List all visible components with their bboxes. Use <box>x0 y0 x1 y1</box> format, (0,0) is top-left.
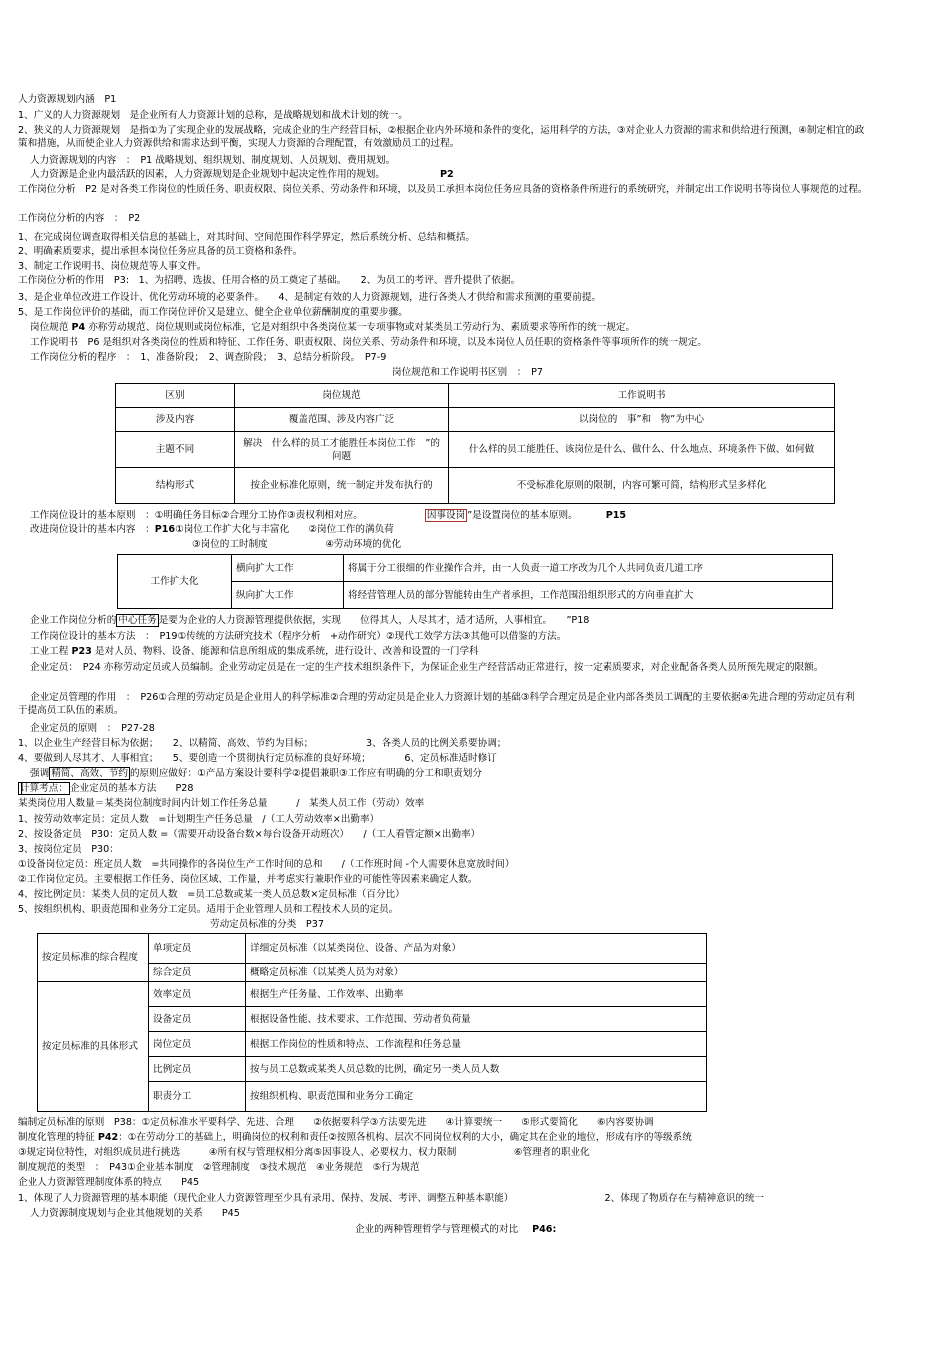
text-line: 某类岗位用人数量＝某类岗位制度时间内计划工作任务总量 / 某类人员工作（劳动）效率 <box>18 798 425 809</box>
text-line: 企业定员的原则 ： P27-28 <box>30 723 155 734</box>
table-cell: 工作说明书 <box>449 384 835 408</box>
text-line: ②工作岗位定员。主要根据工作任务、岗位区域、工作量，并考虑实行兼职作业的可能性等因素来确定人数。 <box>18 874 478 885</box>
table-cell: 按企业标准化原则，统一制定并发布执行的 <box>235 468 449 504</box>
text-line: 5、是工作岗位评价的基础，而工作岗位评价又是建立、健全企业单位薪酬制度的重要步骤。 <box>18 307 408 318</box>
table-cell: 设备定员 <box>149 1007 246 1032</box>
table-cell: 覆盖范围、涉及内容广泛 <box>235 408 449 432</box>
text-line: 工业工程 P23 是对人员、物料、设备、能源和信息所组成的集成系统，进行设计、改善和设置的一门学科 <box>30 646 479 657</box>
text-line: 1、以企业生产经营目标为依据； 2、以精简、高效、节约为目标； 3、各类人员的比例关系要协调； <box>18 738 507 749</box>
table-cell: 横向扩大工作 <box>232 555 344 582</box>
table-cell: 区别 <box>116 384 235 408</box>
table-cell: 按与员工总数或某类人员总数的比例，确定另一类人员人数 <box>246 1057 707 1082</box>
table-cell: 涉及内容 <box>116 408 235 432</box>
text-line: 1、广义的人力资源规划 是企业所有人力资源计划的总称，是战略规划和战术计划的统一。 <box>18 110 408 121</box>
text-line: 工作岗位分析的作用 P3: 1、为招聘、选拔、任用合格的员工奠定了基础。 2、为员工的考评、晋升提供了依据。 <box>18 275 521 286</box>
text-line: 4、要做到人尽其才、人事相宜； 5、要创造一个贯彻执行定员标准的良好环境； 6、定员标准适时修订 <box>18 753 497 764</box>
table-cell: 结构形式 <box>116 468 235 504</box>
text-line: 3、是企业单位改进工作设计、优化劳动环境的必要条件。 4、是制定有效的人力资源规划，进行各类人才供给和需求预测的重要前提。 <box>18 292 602 303</box>
text-line: 工作岗位分析的程序 ： 1、准备阶段； 2、调查阶段； 3、总结分析阶段。 P7-9 <box>30 352 387 363</box>
text-line: 制度化管理的特征 P42：①在劳动分工的基础上，明确岗位的权利和责任②按照各机构、层次不同岗位权利的大小，确定其在企业的地位，形成有序的等级系统 <box>18 1132 692 1143</box>
table-cell: 按定员标准的具体形式 <box>38 982 149 1112</box>
text-line: 改进岗位设计的基本内容 ：P16①岗位工作扩大化与丰富化 ②岗位工作的满负荷 <box>30 524 394 535</box>
table-cell: 综合定员 <box>149 964 246 982</box>
text-line: ③规定岗位特性，对组织成员进行挑选 ④所有权与管理权相分离⑤因事设人、必要权力、权力限制 ⑥管理者的职业化 <box>18 1147 590 1158</box>
comparison-table <box>115 383 835 504</box>
text-line: 5、按组织机构、职责范围和业务分工定员。适用于企业管理人员和工程技术人员的定员。 <box>18 904 399 915</box>
table-cell: 岗位规范 <box>235 384 449 408</box>
table-caption: 劳动定员标准的分类 P37 <box>210 919 324 930</box>
table-cell: 按定员标准的综合程度 <box>38 934 149 982</box>
text-line: 1、体现了人力资源管理的基本职能（现代企业人力资源管理至少具有录用、保持、发展、考评、调整五种基本职能） 2、体现了物质存在与精神意识的统一 <box>18 1193 765 1204</box>
staffing-standard-table <box>37 933 707 1112</box>
table-cell: 单项定员 <box>149 934 246 964</box>
text-line: 强调 精简、高效、节约 的原则应做好：①产品方案设计要科学②提倡兼职③工作应有明确的分工和职责划分 <box>30 768 482 779</box>
text-line: 工作岗位设计的基本原则 ：①明确任务目标②合理分工协作③责权利相对应。 因事设岗 ”是设置岗位的基本原则。 P15 <box>30 510 627 521</box>
text-line: 企业人力资源管理制度体系的特点 P45 <box>18 1177 200 1188</box>
text-paragraph: 企业定员： P24 亦称劳动定员或人员编制。企业劳动定员是在一定的生产技术组织条件下，为保证企业生产经营活动正常进行，按一定素质要求，对企业配备各类人员所预先规定的限额。 <box>30 662 824 673</box>
highlight-box: 因事设岗 <box>426 510 466 521</box>
text-line: 岗位规范 P4 亦称劳动规范、岗位规则或岗位标准，它是对组织中各类岗位某一专项事物或对某类员工劳动行为、素质要求等所作的统一规定。 <box>30 322 636 333</box>
text-line: 2、按设备定员 P30：定员人数 =（需要开动设备台数×每台设备开动班次） /（工人看管定额×出勤率） <box>18 829 481 840</box>
text-line: 1、在完成岗位调查取得相关信息的基础上，对其时间、空间范围作科学界定，然后系统分析、总结和概括。 <box>18 232 476 243</box>
table-row <box>118 555 833 582</box>
text-line: 3、制定工作说明书、岗位规范等人事文件。 <box>18 261 207 272</box>
text-line: 2、明确素质要求，提出承担本岗位任务应具备的员工资格和条件。 <box>18 246 303 257</box>
table-row <box>116 408 835 432</box>
text-line: ①设备岗位定员：班定员人数 =共同操作的各岗位生产工作时间的总和 /（工作班时间 -个人需要休息宽放时间） <box>18 859 515 870</box>
table-cell: 将属于分工很细的作业操作合并，由一人负责一道工序改为几个人共同负责几道工序 <box>344 555 833 582</box>
table-cell: 主题不同 <box>116 432 235 468</box>
table-cell: 按组织机构、职责范围和业务分工确定 <box>246 1082 707 1112</box>
text-line: 1、按劳动效率定员：定员人数 =计划期生产任务总量 /（工人劳动效率×出勤率） <box>18 814 380 825</box>
heading-hr-planning: 人力资源规划内涵 P1 <box>18 94 117 105</box>
table-cell: 解决 什么样的员工才能胜任本岗位工作 ”的问题 <box>235 432 449 468</box>
text-line: 工作岗位设计的基本方法 ： P19①传统的方法研究技术（程序分析 +动作研究）②现代工效学方法③其他可以借鉴的方法。 <box>30 631 567 642</box>
table-cell: 比例定员 <box>149 1057 246 1082</box>
table-row <box>116 468 835 504</box>
table-cell: 工作扩大化 <box>118 555 232 609</box>
table-caption: 岗位规范和工作说明书区别 ： P7 <box>392 367 543 378</box>
text-line: ③岗位的工时制度 ④劳动环境的优化 <box>192 539 402 550</box>
text-line: 企业工作岗位分析的 中心任务 是要为企业的人力资源管理提供依据，实现 位得其人，人尽其才，适才适所，人事相宜。 ”P18 <box>30 615 590 626</box>
text-line: 人力资源制度规划与企业其他规划的关系 P45 <box>30 1208 240 1219</box>
text-line: 4、按比例定员：某类人员的定员人数 =员工总数或某一类人员总数×定员标准（百分比） <box>18 889 405 900</box>
table-cell: 岗位定员 <box>149 1032 246 1057</box>
table-cell: 根据工作岗位的性质和特点、工作流程和任务总量 <box>246 1032 707 1057</box>
table-cell: 以岗位的 事”和 物”为中心 <box>449 408 835 432</box>
job-enlargement-table <box>117 554 833 609</box>
table-cell: 将经营管理人员的部分智能转由生产者承担，工作范围沿组织形式的方向垂直扩大 <box>344 582 833 609</box>
table-cell: 纵向扩大工作 <box>232 582 344 609</box>
highlight-box: 中心任务 <box>118 615 157 626</box>
highlight-box: 计算考点： <box>20 783 68 794</box>
table-cell: 详细定员标准（以某类岗位、设备、产品为对象） <box>246 934 707 964</box>
text-paragraph: 工作岗位分析 P2 是对各类工作岗位的性质任务、职责权限、岗位关系、劳动条件和环境，以及员工承担本岗位任务应具备的资格条件所进行的系统研究，并制定出工作说明书等岗位人事规范的过程。 <box>18 184 868 195</box>
highlight-box: 精简、高效、节约 <box>51 768 128 779</box>
table-cell: 不受标准化原则的限制，内容可繁可简，结构形式呈多样化 <box>449 468 835 504</box>
text-paragraph: 2、狭义的人力资源规划 是指①为了实现企业的发展战略，完成企业的生产经营目标，②根据企业内外环境和条件的变化，运用科学的方法，③对企业人力资源的需求和供给进行预测，④制定相宜的政策和措施，从而使企业人力资源供给和需求达到平衡，实现人力资源的合理配置，有效激励员工的过程。 <box>18 125 865 149</box>
text-line: 制度规范的类型 ： P43①企业基本制度 ②管理制度 ③技术规范 ④业务规范 ⑤行为规范 <box>18 1162 420 1173</box>
table-row <box>116 432 835 468</box>
table-cell: 效率定员 <box>149 982 246 1007</box>
table-row <box>116 384 835 408</box>
table-cell: 职责分工 <box>149 1082 246 1112</box>
text-line: 工作岗位分析的内容 ： P2 <box>18 213 141 224</box>
text-line: 工作说明书 P6 是组织对各类岗位的性质和特征、工作任务、职责权限、岗位关系、劳动条件和环境，以及本岗位人员任职的资格条件等事项所作的统一规定。 <box>30 337 707 348</box>
table-cell: 概略定员标准（以某类人员为对象） <box>246 964 707 982</box>
table-cell: 什么样的员工能胜任、该岗位是什么、做什么、什么地点、环境条件下做、如何做 <box>449 432 835 468</box>
text-line: 企业的两种管理哲学与管理模式的对比 P46: <box>355 1224 557 1235</box>
table-row <box>38 934 707 964</box>
text-line: 人力资源是企业内最活跃的因素，人力资源规划是企业规划中起决定性作用的规划。 P2 <box>30 169 454 180</box>
text-paragraph: 企业定员管理的作用 ： P26①合理的劳动定员是企业用人的科学标准②合理的劳动定员是企业人力资源计划的基础③科学合理定员是企业内部各类员工调配的主要依据④先进合理的劳动定员有利于提高员工队伍的素质。 <box>18 692 855 716</box>
text-line: 计算考点： 企业定员的基本方法 P28 <box>20 783 194 794</box>
text-line: 3、按岗位定员 P30： <box>18 844 119 855</box>
table-cell: 根据设备性能、技术要求、工作范围、劳动者负荷量 <box>246 1007 707 1032</box>
text-line: 编制定员标准的原则 P38：①定员标准水平要科学、先进、合理 ②依据要科学③方法要先进 ④计算要统一 ⑤形式要简化 ⑥内容要协调 <box>18 1117 654 1128</box>
table-row <box>38 982 707 1007</box>
table-cell: 根据生产任务量、工作效率、出勤率 <box>246 982 707 1007</box>
text-line: 人力资源规划的内容 ： P1 战略规划、组织规划、制度规划、人员规划、费用规划。 <box>30 155 396 166</box>
